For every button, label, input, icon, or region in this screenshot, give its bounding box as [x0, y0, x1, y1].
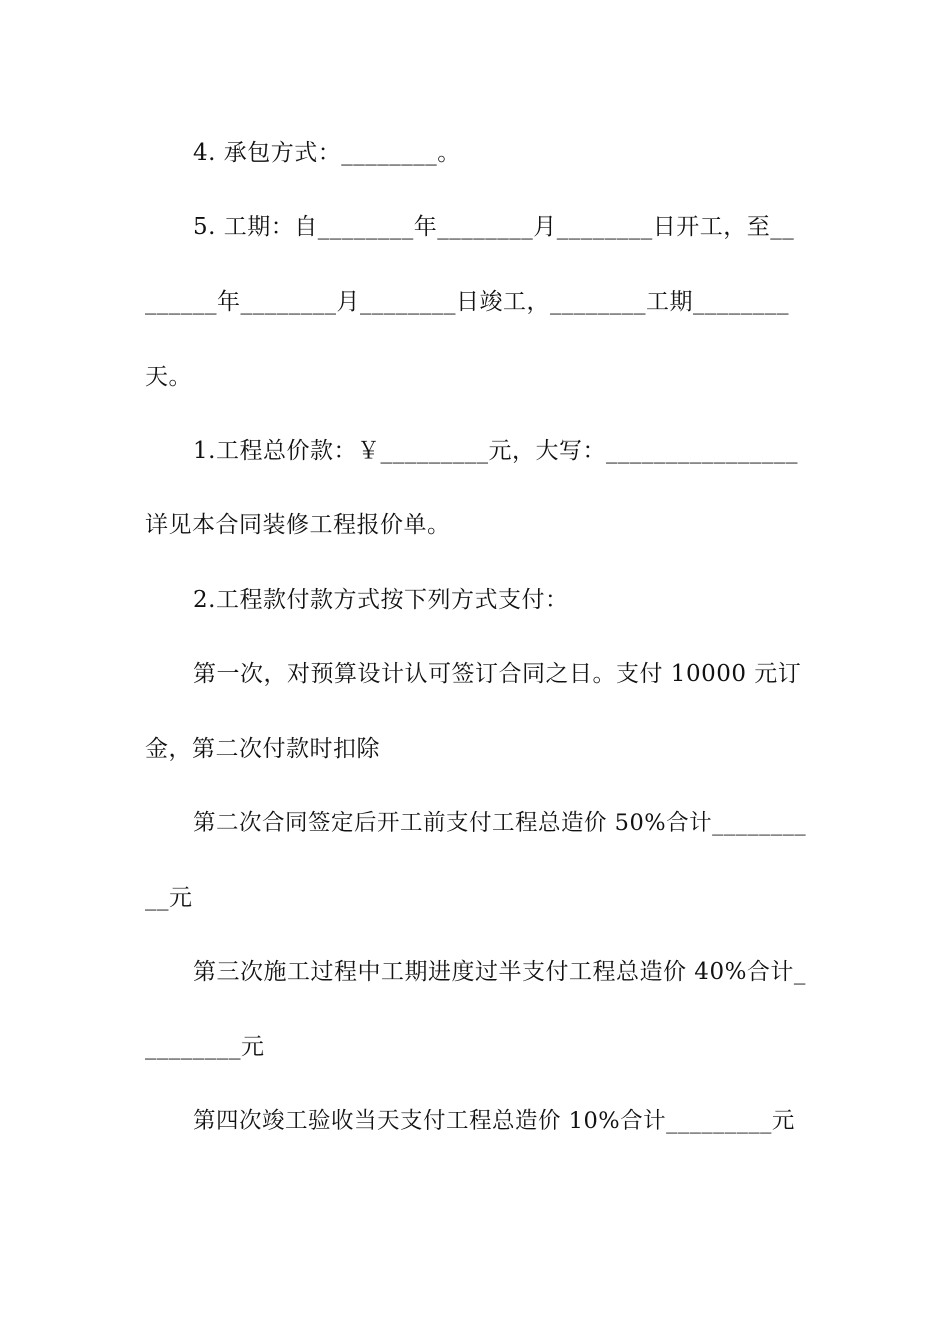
item-payment-method: 2.工程款付款方式按下列方式支付：	[193, 587, 569, 613]
payment-second-line1: 第二次合同签定后开工前支付工程总造价 50%合计________	[193, 810, 807, 836]
item-construction-period-end: ______年________月________日竣工，________工期________	[145, 289, 789, 315]
item-construction-period-start: 5. 工期：自________年________月________日开工，至__	[193, 214, 795, 240]
item-quote-reference: 详见本合同装修工程报价单。	[145, 512, 451, 538]
payment-fourth: 第四次竣工验收当天支付工程总造价 10%合计_________元	[193, 1108, 795, 1134]
payment-third-line2: ________元	[145, 1034, 265, 1060]
payment-second-line2: __元	[145, 885, 193, 911]
item-total-price: 1.工程总价款：￥_________元，大写：________________	[193, 438, 798, 464]
payment-first-line1: 第一次，对预算设计认可签订合同之日。支付 10000 元订	[193, 661, 802, 687]
item-construction-period-days: 天。	[145, 364, 192, 390]
payment-third-line1: 第三次施工过程中工期进度过半支付工程总造价 40%合计_	[193, 959, 806, 985]
payment-first-line2: 金，第二次付款时扣除	[145, 736, 380, 762]
item-contract-method: 4. 承包方式：________。	[193, 140, 461, 166]
